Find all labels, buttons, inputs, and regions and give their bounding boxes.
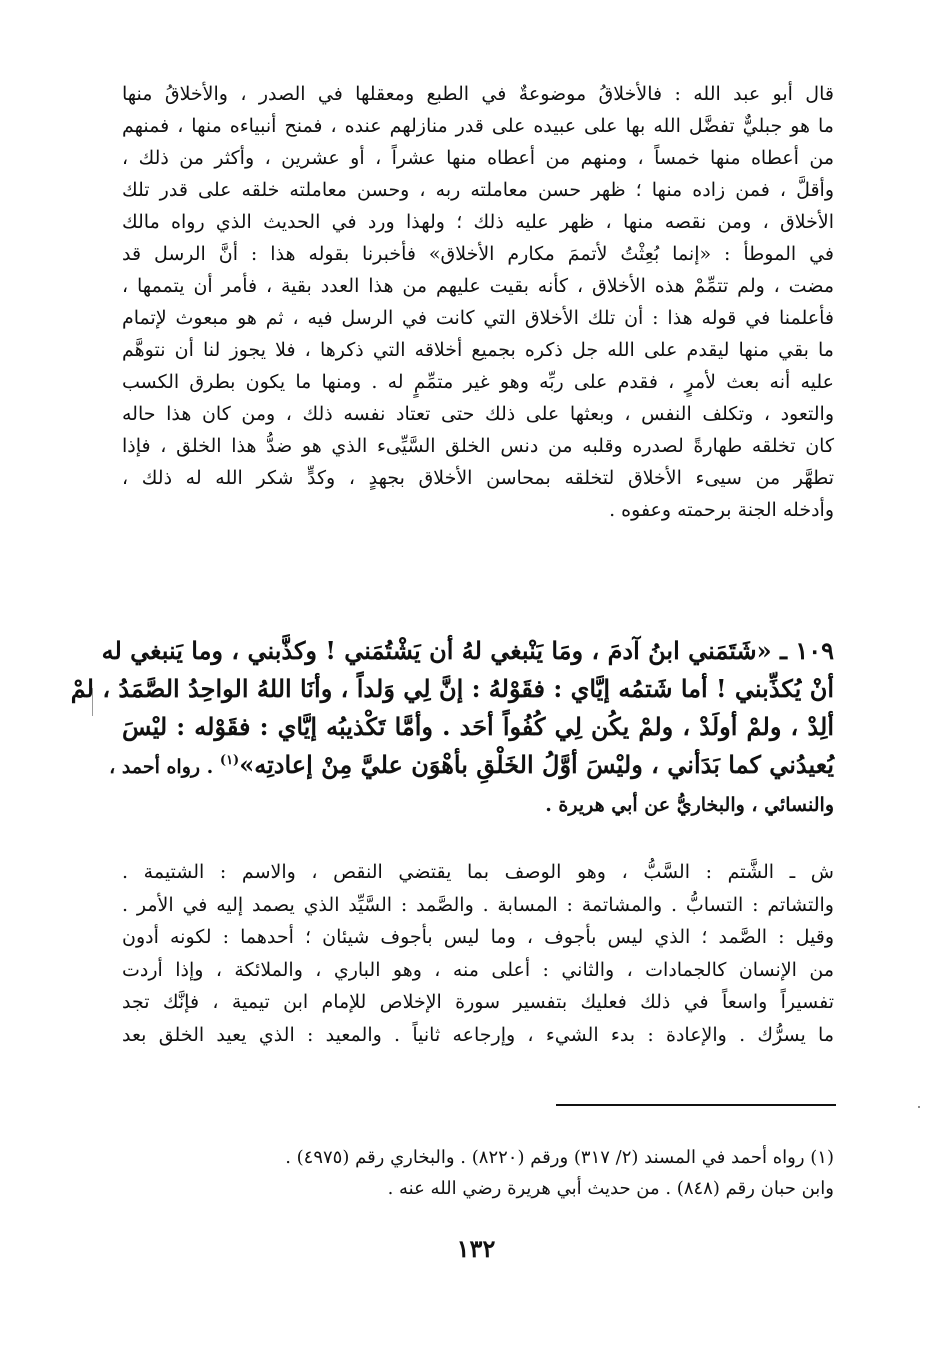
explanation-line: ش ـ الشَّتم : السَّبُّ ، وهو الوصف بما يقتضي النقص ، والاسم : الشتيمة . [122, 861, 834, 883]
commentary-line: الأخلاق ، ومن نقصه منها ، ظهر عليه ذلك ؛ ولهذا ورد في الحديث الذي رواه مالك [122, 211, 834, 233]
footnote-divider [556, 1104, 836, 1106]
margin-dot [918, 1106, 920, 1108]
explanation-paragraph [122, 856, 834, 1051]
hadith-line [109, 746, 834, 786]
footnotes [122, 1142, 834, 1204]
commentary-line: كان تخلقه طهارةً لصدره وقلبه من دنس الخلق السَّيِّىء الذي هو ضدُّ هذا الخلق ، فإذا [122, 435, 834, 457]
explanation-line: تفسيراً واسعاً في ذلك فعليك بتفسير سورة الإخلاص للإمام ابن تيمية ، فإنَّك تجد [122, 991, 834, 1013]
narration-attribution: . رواه أحمد ، [109, 756, 220, 778]
commentary-line: وأقلَّ ، فمن زاده منها ؛ ظهر حسن معاملته ربه ، وحسن معاملته خلقه على قدر تلك [122, 179, 834, 201]
commentary-line: ما بقي منها ليقدم على الله جل ذكره بجميع أخلاقه التي ذكرها ، فلا يجوز لنا أن نتوهَّم [122, 339, 834, 361]
commentary-line: ما هو جبليٌّ تفضَّل الله بها على عبيده على قدر منازلهم عنده ، فمنح أنبياءه منها ، فمنهم [122, 115, 834, 137]
footnote-line: وابن حبان رقم (٨٤٨) . من حديث أبي هريرة رضي الله عنه . [387, 1178, 834, 1199]
explanation-line: ما يسرُّك . والإعادة : بدء الشيء ، وإرجاعه ثانياً . والمعيد : الذي يعيد الخلق بعد [122, 1023, 834, 1046]
commentary-paragraph [122, 78, 834, 526]
hadith-109 [70, 632, 834, 824]
commentary-line: مضت ، ولم تتمِّمْ هذه الأخلاق ، كأنه بقيت عليهم من هذا العدد بقية ، فأمر أن يتممها ، [122, 275, 834, 297]
hadith-line: أنْ يُكذِّبني ! أما شَتمُه إيَّاي : فقَوْلهُ : إنَّ لِي وَلداً ، وأنَا اللهُ الواحِدُ الصَّمَدُ ، لمْ [70, 674, 834, 703]
hadith-line: ألِدْ ، ولمْ أولَدْ ، ولمْ يكُن لِي كُفُواً أحَد . وأمَّا تَكْذيبُه إيَّاي : فقَوْله : ليْسَ [122, 712, 834, 741]
commentary-line: في الموطأ : «إنما بُعِثْتُ لأتممَ مكارم الأخلاق» فأخبرنا بقوله هذا : أنَّ الرسل قد [122, 243, 834, 265]
page-number: ١٣٢ [456, 1234, 496, 1263]
explanation-line: والتشاتم : التسابُّ . والمشاتمة : المسابة . والصَّمد : السَّيِّد الذي يصمد إليه في الأمر . [122, 893, 834, 916]
hadith-narrators: والنسائي ، والبخاريُّ عن أبي هريرة . [545, 794, 834, 816]
hadith-line: ١٠٩ ـ «شَتَمَني ابنُ آدمَ ، ومَا يَنْبغي لهُ أن يَشْتُمَني ! وكذَّبني ، وما يَنبغي له [101, 636, 834, 665]
commentary-line: تطهَّر من سيىء الأخلاق لتخلقه بمحاسن الأخلاق بجهدٍ ، وكدٍّ شكر الله له ذلك ، [122, 467, 834, 489]
footnote-reference: (١) [219, 753, 240, 768]
hadith-text: يُعيدُني كما بَدَأني ، وليْسَ أوَّلُ الخَلْقِ بأهْوَن عليَّ مِنْ إعادتِه» [239, 750, 834, 779]
commentary-line: من أعطاه منها خمساً ، ومنهم من أعطاه منها عشراً ، أو عشرين ، وأكثر من ذلك ، [122, 147, 834, 169]
explanation-line: وقيل : الصَّمد ؛ الذي ليس بأجوف ، وما ليس بأجوف شيئان ؛ أحدهما : لكونه أدون [122, 926, 834, 948]
commentary-line: عليه أنه بعث لأمرٍ ، فقدم على ربِّه وهو غير متمِّمٍ له . ومنها ما يكون بطرق الكسب [122, 371, 834, 393]
commentary-line: قال أبو عبد الله : فالأخلاقُ موضوعةٌ في الطبع ومعقلها في الصدر ، والأخلاقُ منها [122, 83, 834, 105]
footnote-line: (١) رواه أحمد في المسند (٢/ ٣١٧) ورقم (٨٢٢٠) . والبخاري رقم (٤٩٧٥) . [285, 1147, 834, 1168]
explanation-line: من الإنسان كالجمادات ، والثاني : أعلى منه ، وهو الباري ، والملائكة ، وإذا أردت [122, 958, 834, 981]
commentary-line: وأدخله الجنة برحمته وعفوه . [609, 499, 834, 521]
commentary-line: والتعود ، وتكلف النفس ، وبعثها على ذلك حتى تعتاد نفسه ذلك ، ومن كان هذا حاله [122, 403, 834, 425]
commentary-line: فأعلمنا في قوله هذا : أن تلك الأخلاق التي كانت في الرسل فيه ، ثم هو مبعوث لإتمام [122, 307, 834, 329]
